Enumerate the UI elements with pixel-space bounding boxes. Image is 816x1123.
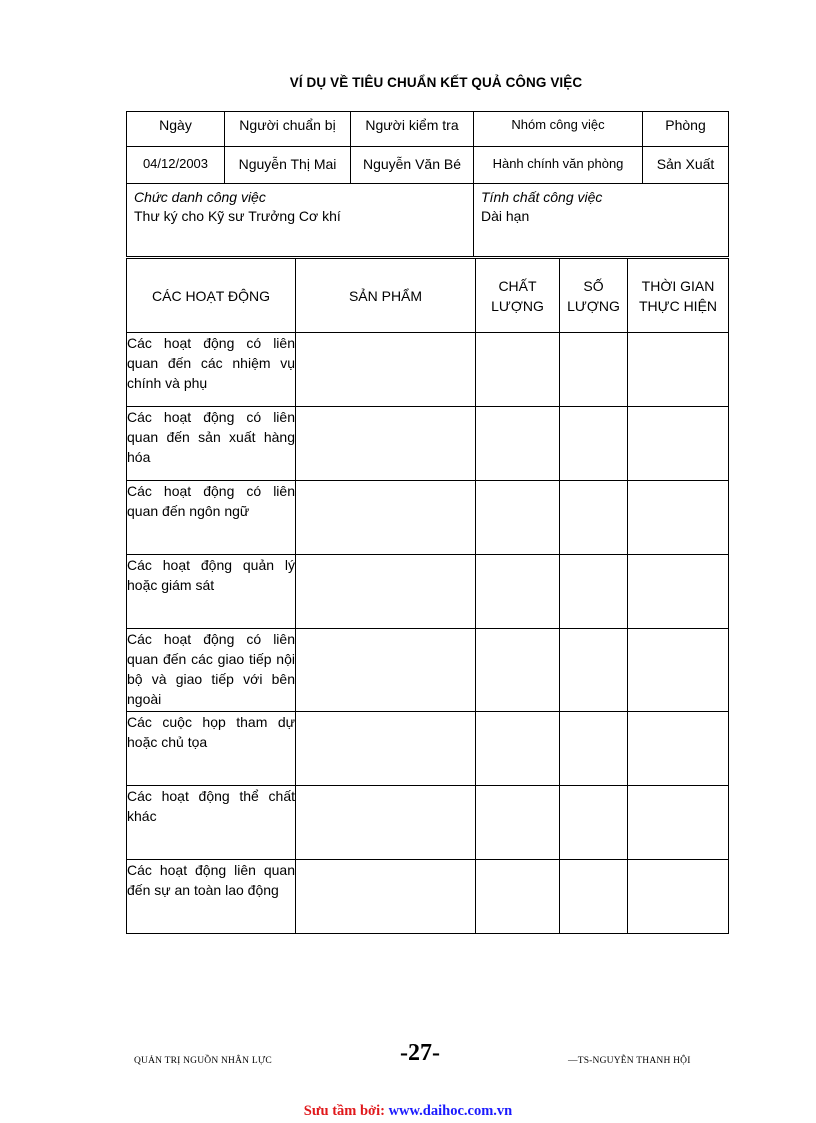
job-nature-value: Dài hạn — [481, 208, 530, 224]
header-label-reviewer: Người kiểm tra — [351, 112, 474, 147]
activity-header-row — [127, 259, 729, 333]
header-value-date: 04/12/2003 — [127, 147, 225, 184]
quality-cell — [476, 481, 560, 555]
product-cell — [296, 629, 476, 712]
time-cell — [628, 481, 729, 555]
time-cell — [628, 860, 729, 934]
col-header-time-line2: THỰC HIỆN — [638, 297, 718, 314]
table-row — [127, 860, 729, 934]
table-row — [127, 786, 729, 860]
product-cell — [296, 333, 476, 407]
activity-name: Các hoạt động có liên quan đến các giao tiếp nội bộ và giao tiếp với bên ngoài — [127, 629, 296, 712]
activity-name: Các hoạt động có liên quan đến sản xuất hàng hóa — [127, 407, 296, 481]
job-title-cell — [127, 184, 474, 257]
product-cell — [296, 407, 476, 481]
col-header-quality-line1: CHẤT — [498, 277, 537, 294]
activity-name: Các hoạt động thể chất khác — [127, 786, 296, 860]
page-number: -27- — [400, 1040, 440, 1066]
header-value-reviewer: Nguyễn Văn Bé — [351, 147, 474, 184]
quantity-cell — [560, 333, 628, 407]
activity-name: Các hoạt động có liên quan đến ngôn ngữ — [127, 481, 296, 555]
product-cell — [296, 712, 476, 786]
time-cell — [628, 407, 729, 481]
product-cell — [296, 481, 476, 555]
source-line — [0, 1103, 816, 1120]
table-row — [127, 407, 729, 481]
quality-cell — [476, 712, 560, 786]
activity-name: Các hoạt động quản lý hoặc giám sát — [127, 555, 296, 629]
header-label-job-group: Nhóm công việc — [474, 112, 643, 147]
quality-cell — [476, 860, 560, 934]
quality-cell — [476, 629, 560, 712]
footer-author: —TS-NGUYỄN THANH HỘI — [568, 1056, 691, 1066]
product-cell — [296, 786, 476, 860]
activity-name: Các cuộc họp tham dự hoặc chủ tọa — [127, 712, 296, 786]
header-value-row — [127, 147, 729, 184]
job-nature-cell — [474, 184, 729, 257]
header-value-job-group: Hành chính văn phòng — [474, 147, 643, 184]
activity-name: Các hoạt động liên quan đến sự an toàn lao động — [127, 860, 296, 934]
header-table — [126, 111, 729, 257]
col-header-time — [628, 259, 729, 333]
job-title-label: Chức danh công việc — [134, 189, 266, 205]
col-header-quantity — [560, 259, 628, 333]
quantity-cell — [560, 786, 628, 860]
header-label-department: Phòng — [643, 112, 729, 147]
col-header-time-line1: THỜI GIAN — [641, 277, 715, 294]
col-header-products: SẢN PHẨM — [296, 259, 476, 333]
job-nature-label: Tính chất công việc — [481, 189, 603, 205]
quality-cell — [476, 786, 560, 860]
time-cell — [628, 786, 729, 860]
header-value-preparer: Nguyễn Thị Mai — [225, 147, 351, 184]
col-header-quality-line2: LƯỢNG — [491, 297, 544, 314]
product-cell — [296, 860, 476, 934]
quantity-cell — [560, 860, 628, 934]
time-cell — [628, 333, 729, 407]
header-value-department: Sản Xuất — [643, 147, 729, 184]
source-link[interactable]: www.daihoc.com.vn — [388, 1103, 513, 1119]
quality-cell — [476, 333, 560, 407]
col-header-quality — [476, 259, 560, 333]
quantity-cell — [560, 629, 628, 712]
header-label-date: Ngày — [127, 112, 225, 147]
col-header-quantity-line2: LƯỢNG — [567, 297, 620, 314]
table-row — [127, 333, 729, 407]
source-label: Sưu tầm bởi: — [303, 1103, 385, 1119]
header-label-preparer: Người chuẩn bị — [225, 112, 351, 147]
footer-book-title: QUẢN TRỊ NGUỒN NHÂN LỰC — [134, 1056, 272, 1066]
table-row — [127, 712, 729, 786]
table-row — [127, 481, 729, 555]
product-cell — [296, 555, 476, 629]
table-row — [127, 629, 729, 712]
job-info-row — [127, 184, 729, 257]
time-cell — [628, 555, 729, 629]
time-cell — [628, 712, 729, 786]
activity-table — [126, 258, 729, 934]
page-title: VÍ DỤ VỀ TIÊU CHUẨN KẾT QUẢ CÔNG VIỆC — [289, 75, 583, 90]
quality-cell — [476, 555, 560, 629]
quality-cell — [476, 407, 560, 481]
table-row — [127, 555, 729, 629]
col-header-activities: CÁC HOẠT ĐỘNG — [127, 259, 296, 333]
quantity-cell — [560, 712, 628, 786]
quantity-cell — [560, 555, 628, 629]
header-label-row — [127, 112, 729, 147]
activity-name: Các hoạt động có liên quan đến các nhiệm vụ chính và phụ — [127, 333, 296, 407]
job-title-value: Thư ký cho Kỹ sư Trưởng Cơ khí — [134, 208, 341, 224]
quantity-cell — [560, 407, 628, 481]
time-cell — [628, 629, 729, 712]
quantity-cell — [560, 481, 628, 555]
col-header-quantity-line1: SỐ — [583, 277, 604, 294]
